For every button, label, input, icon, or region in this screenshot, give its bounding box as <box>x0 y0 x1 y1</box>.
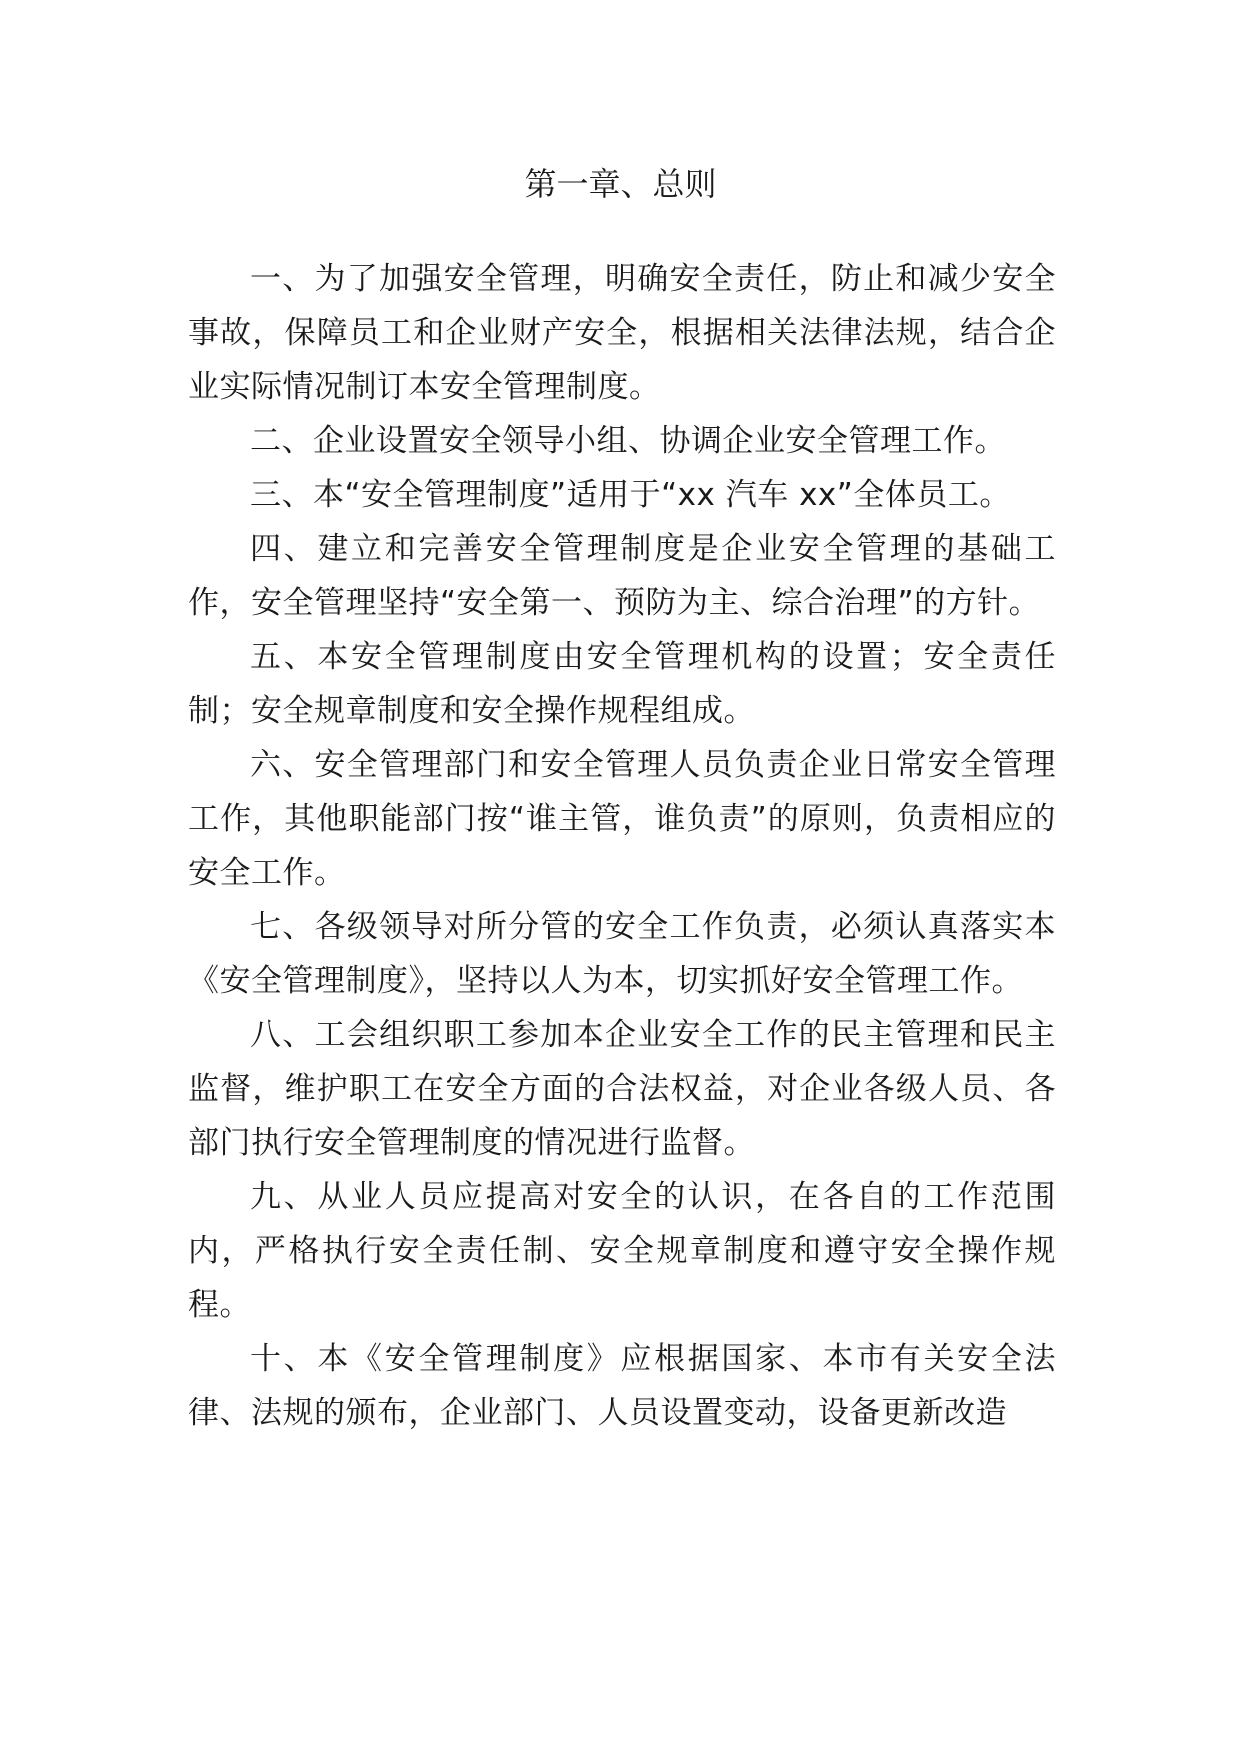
paragraph-1: 一、为了加强安全管理，明确安全责任，防止和减少安全事故，保障员工和企业财产安全，根据相关法律法规，结合企业实际情况制订本安全管理制度。 <box>188 261 1056 405</box>
paragraph-3: 三、本“安全管理制度”适用于“xx 汽车 xx”全体员工。 <box>250 477 1011 513</box>
paragraph-5: 五、本安全管理制度由安全管理机构的设置；安全责任制；安全规章制度和安全操作规程组成。 <box>188 639 1056 729</box>
paragraph-4: 四、建立和完善安全管理制度是企业安全管理的基础工作，安全管理坚持“安全第一、预防为主、综合治理”的方针。 <box>188 531 1056 621</box>
paragraph-8: 八、工会组织职工参加本企业安全工作的民主管理和民主监督，维护职工在安全方面的合法权益，对企业各级人员、各部门执行安全管理制度的情况进行监督。 <box>188 1017 1056 1161</box>
paragraph-7: 七、各级领导对所分管的安全工作负责，必须认真落实本《安全管理制度》，坚持以人为本，切实抓好安全管理工作。 <box>188 909 1056 999</box>
paragraph-9: 九、从业人员应提高对安全的认识，在各自的工作范围内，严格执行安全责任制、安全规章制度和遵守安全操作规程。 <box>188 1179 1056 1323</box>
paragraph-10: 十、本《安全管理制度》应根据国家、本市有关安全法律、法规的颁布，企业部门、人员设置变动，设备更新改造 <box>188 1341 1056 1431</box>
paragraph-2: 二、企业设置安全领导小组、协调企业安全管理工作。 <box>250 423 1006 459</box>
paragraph-6: 六、安全管理部门和安全管理人员负责企业日常安全管理工作，其他职能部门按“谁主管，谁负责”的原则，负责相应的安全工作。 <box>188 747 1056 891</box>
chapter-title: 第一章、总则 <box>524 165 717 203</box>
document-body <box>188 252 1056 1440</box>
